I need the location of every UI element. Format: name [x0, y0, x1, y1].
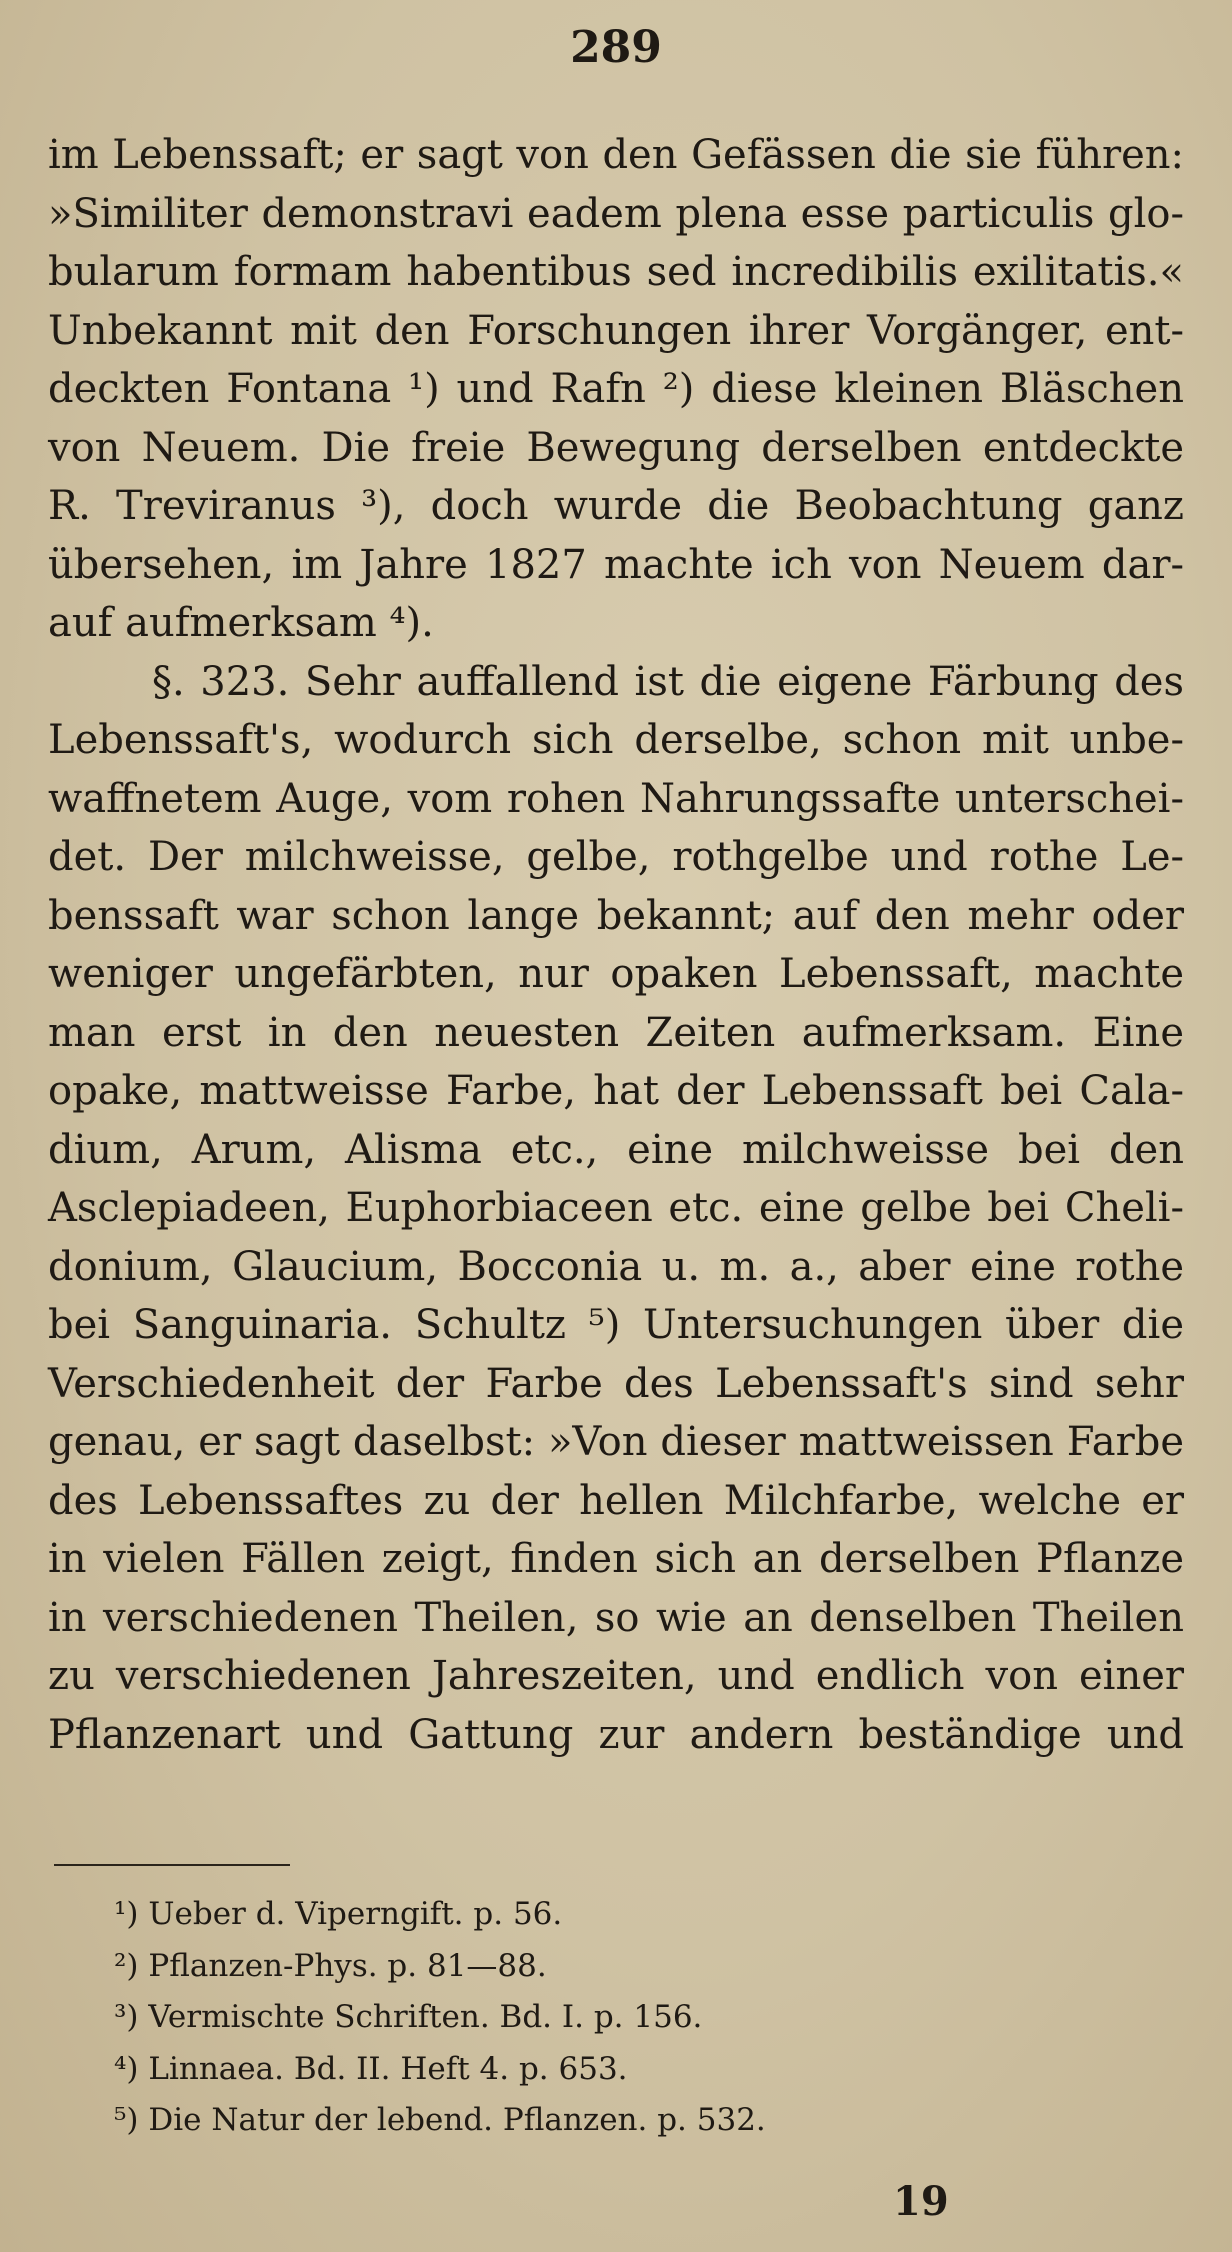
- body-text: [48, 126, 1184, 1764]
- footnotes: [114, 1889, 1014, 2147]
- text-line: in verschiedenen Theilen, so wie an denselben Theilen: [48, 1594, 1184, 1641]
- text-line: weniger ungefärbten, nur opaken Lebenssaft, machte: [48, 951, 1184, 997]
- text-line: des Lebenssaftes zu der hellen Milchfarbe, welche er: [48, 1477, 1184, 1524]
- text-line: »Similiter demonstravi eadem plena esse particulis glo-: [48, 190, 1184, 237]
- text-line: zu verschiedenen Jahreszeiten, und endlich von einer: [48, 1653, 1184, 1699]
- text-line: im Lebenssaft; er sagt von den Gefässen die sie führen:: [48, 132, 1184, 178]
- footnote: ¹) Ueber d. Viperngift. p. 56.: [114, 1896, 563, 1932]
- signature-mark: 19: [893, 2178, 949, 2225]
- text-line: von Neuem. Die freie Bewegung derselben entdeckte: [48, 424, 1184, 471]
- footnote: ⁵) Die Natur der lebend. Pflanzen. p. 532.: [114, 2102, 766, 2138]
- text-line: man erst in den neuesten Zeiten aufmerksam. Eine: [48, 1009, 1184, 1056]
- text-line: donium, Glaucium, Bocconia u. m. a., aber eine rothe: [48, 1243, 1184, 1290]
- section-heading-line: §. 323. Sehr auffallend ist die eigene Färbung des: [152, 658, 1184, 705]
- page-number: 289: [570, 22, 662, 73]
- text-line: Pflanzenart und Gattung zur andern beständige und: [48, 1711, 1184, 1758]
- text-line: opake, mattweisse Farbe, hat der Lebenssaft bei Cala-: [48, 1068, 1184, 1114]
- text-line: bularum formam habentibus sed incredibilis exilitatis.«: [48, 249, 1184, 295]
- text-line: det. Der milchweisse, gelbe, rothgelbe und rothe Le-: [48, 834, 1184, 880]
- footnote-divider: [54, 1864, 290, 1866]
- footnote: ³) Vermischte Schriften. Bd. I. p. 156.: [114, 1999, 703, 2035]
- text-line: Verschiedenheit der Farbe des Lebenssaft's sind sehr: [48, 1360, 1184, 1407]
- text-line: bei Sanguinaria. Schultz ⁵) Untersuchungen über die: [48, 1302, 1184, 1348]
- text-line: R. Treviranus ³), doch wurde die Beobachtung ganz: [48, 483, 1184, 529]
- footnote: ⁴) Linnaea. Bd. II. Heft 4. p. 653.: [114, 2050, 628, 2087]
- text-line: dium, Arum, Alisma etc., eine milchweisse bei den: [48, 1126, 1184, 1173]
- text-line: Unbekannt mit den Forschungen ihrer Vorgänger, ent-: [48, 307, 1184, 354]
- text-line: in vielen Fällen zeigt, finden sich an derselben Pflanze: [48, 1536, 1184, 1582]
- text-line: benssaft war schon lange bekannt; auf den mehr oder: [48, 892, 1184, 939]
- text-line: auf aufmerksam ⁴).: [48, 600, 434, 646]
- text-line: deckten Fontana ¹) und Rafn ²) diese kleinen Bläschen: [48, 366, 1184, 412]
- footnote: ²) Pflanzen-Phys. p. 81—88.: [114, 1947, 547, 1984]
- text-line: übersehen, im Jahre 1827 machte ich von Neuem dar-: [48, 541, 1184, 588]
- text-line: Lebenssaft's, wodurch sich derselbe, schon mit unbe-: [48, 717, 1184, 763]
- text-line: Asclepiadeen, Euphorbiaceen etc. eine gelbe bei Cheli-: [48, 1185, 1184, 1231]
- text-line: waffnetem Auge, vom rohen Nahrungssafte unterschei-: [48, 775, 1184, 822]
- text-line: genau, er sagt daselbst: »Von dieser mattweissen Farbe: [48, 1419, 1184, 1465]
